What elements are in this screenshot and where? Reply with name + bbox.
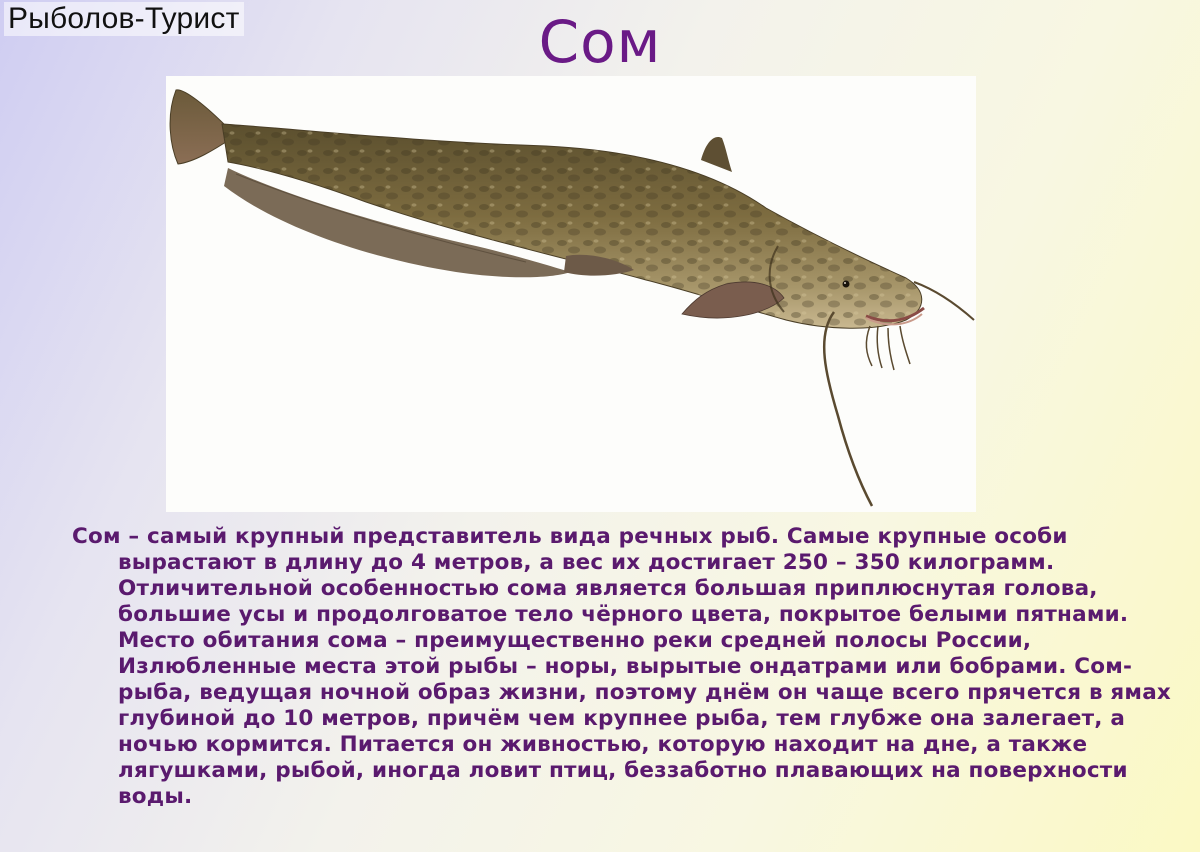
watermark: Рыболов-Турист (4, 2, 244, 36)
page-title: Сом (538, 8, 662, 76)
catfish-image (166, 76, 976, 512)
description-text: Сом – самый крупный представитель вида речных рыб. Самые крупные особи вырастают в длину до 4 метров, а вес их достигает 250 – 350 килограмм. Отличительной особенностью сома является большая приплюснутая голова, большие усы и продолговатое тело чёрного цвета, покрытое белыми пятнами. Место обитания сома – преимущественно реки средней полосы России, Излюбленные места этой рыбы – норы, вырытые ондатрами или бобрами. Сом- рыба, ведущая ночной образ жизни, поэтому днём он чаще всего прячется в ямах глубиной до 10 метров, причём чем крупнее рыба, тем глубже она залегает, а ночью кормится. Питается он живностью, которую находит на дне, а также лягушками, рыбой, иногда ловит птиц, беззаботно плавающих на поверхности воды. (72, 524, 1171, 809)
catfish-illustration (166, 76, 976, 512)
